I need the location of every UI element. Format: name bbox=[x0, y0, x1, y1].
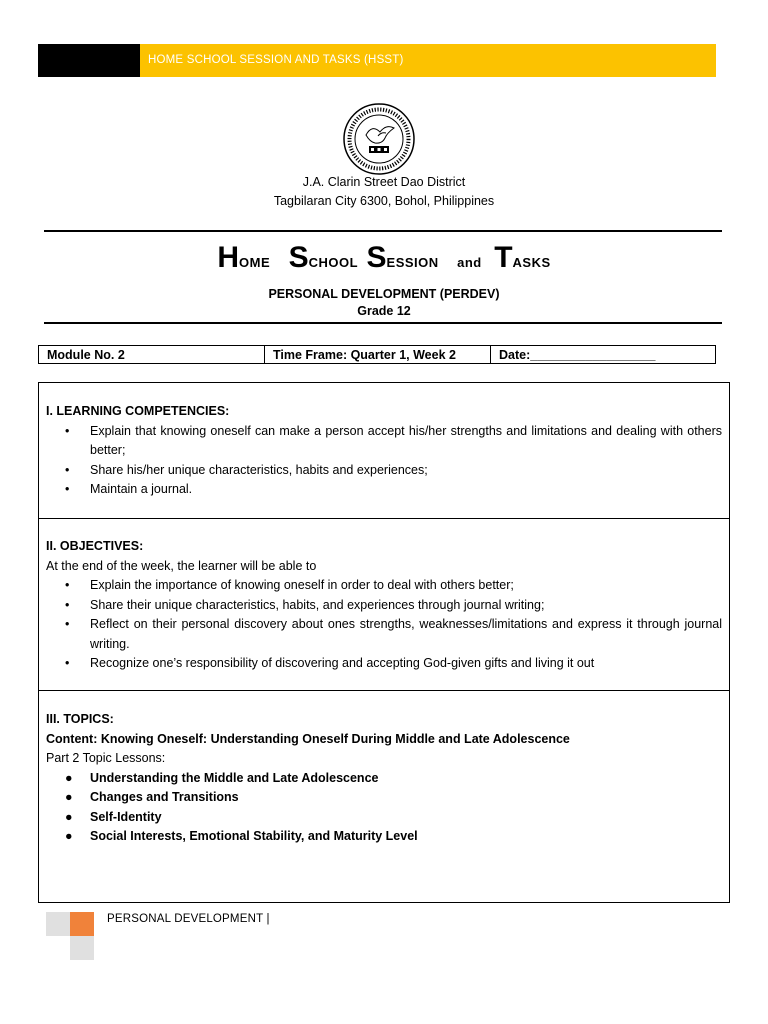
section-divider-2 bbox=[38, 690, 730, 691]
topics-part: Part 2 Topic Lessons: bbox=[46, 751, 166, 765]
footer-gray-square-2 bbox=[70, 936, 94, 960]
topics-content: Content: Knowing Oneself: Understanding Oneself During Middle and Late Adolescence bbox=[46, 731, 570, 746]
list-item: ● Social Interests, Emotional Stability, and Maturity Level bbox=[65, 829, 418, 843]
objectives-section bbox=[46, 537, 722, 674]
footer-gray-square-1 bbox=[46, 912, 70, 936]
list-item: • Reflect on their personal discovery about ones strengths, weaknesses/limitations and express it through journal writing. bbox=[65, 617, 722, 651]
list-item: • Explain that knowing oneself can make a person accept his/her strengths and limitations and dealing with others better; bbox=[65, 423, 722, 457]
divider-top bbox=[44, 230, 722, 232]
grade-title: Grade 12 bbox=[357, 304, 411, 318]
objectives-heading: II. OBJECTIVES: bbox=[46, 539, 144, 553]
list-item: • Recognize one’s responsibility of discovering and accepting God-given gifts and living it out bbox=[65, 656, 595, 670]
footer-text: PERSONAL DEVELOPMENT | bbox=[107, 913, 270, 925]
list-item: ● Changes and Transitions bbox=[65, 790, 239, 804]
section-divider-1 bbox=[38, 518, 730, 519]
topics-heading: III. TOPICS: bbox=[46, 712, 114, 726]
competencies-heading: I. LEARNING COMPETENCIES: bbox=[46, 404, 230, 418]
module-number: Module No. 2 bbox=[39, 346, 265, 363]
title-word-school: SCHOOL bbox=[288, 241, 359, 274]
objectives-intro: At the end of the week, the learner will be able to bbox=[46, 558, 317, 573]
header-banner-text: HOME SCHOOL SESSION AND TASKS (HSST) bbox=[148, 54, 404, 66]
address-line-1: J.A. Clarin Street Dao District bbox=[302, 175, 466, 189]
list-item: • Maintain a journal. bbox=[65, 482, 193, 496]
divider-bottom bbox=[44, 322, 722, 324]
page-title bbox=[0, 241, 768, 275]
subject-title: PERSONAL DEVELOPMENT (PERDEV) bbox=[268, 287, 500, 301]
footer-orange-square bbox=[70, 912, 94, 936]
module-info-table bbox=[38, 345, 716, 364]
topics-section bbox=[46, 710, 722, 847]
header-black-block bbox=[38, 44, 140, 77]
list-item: ● Understanding the Middle and Late Adolescence bbox=[65, 770, 379, 785]
school-seal-icon bbox=[342, 102, 416, 176]
competencies-section bbox=[46, 402, 722, 500]
list-item: • Share their unique characteristics, habits, and experiences through journal writing; bbox=[65, 597, 545, 612]
address-line-2: Tagbilaran City 6300, Bohol, Philippines bbox=[273, 194, 495, 208]
list-item: ● Self-Identity bbox=[65, 809, 162, 824]
list-item: • Share his/her unique characteristics, habits and experiences; bbox=[65, 462, 428, 477]
time-frame: Time Frame: Quarter 1, Week 2 bbox=[265, 346, 491, 363]
date-field: Date:__________________ bbox=[499, 348, 656, 362]
title-word-tasks: TASKS bbox=[494, 241, 551, 274]
list-item: • Explain the importance of knowing oneself in order to deal with others better; bbox=[65, 578, 514, 592]
title-word-home: HOME bbox=[217, 241, 271, 274]
title-word-and: and bbox=[457, 255, 482, 270]
title-word-session: SESSION bbox=[366, 241, 439, 274]
